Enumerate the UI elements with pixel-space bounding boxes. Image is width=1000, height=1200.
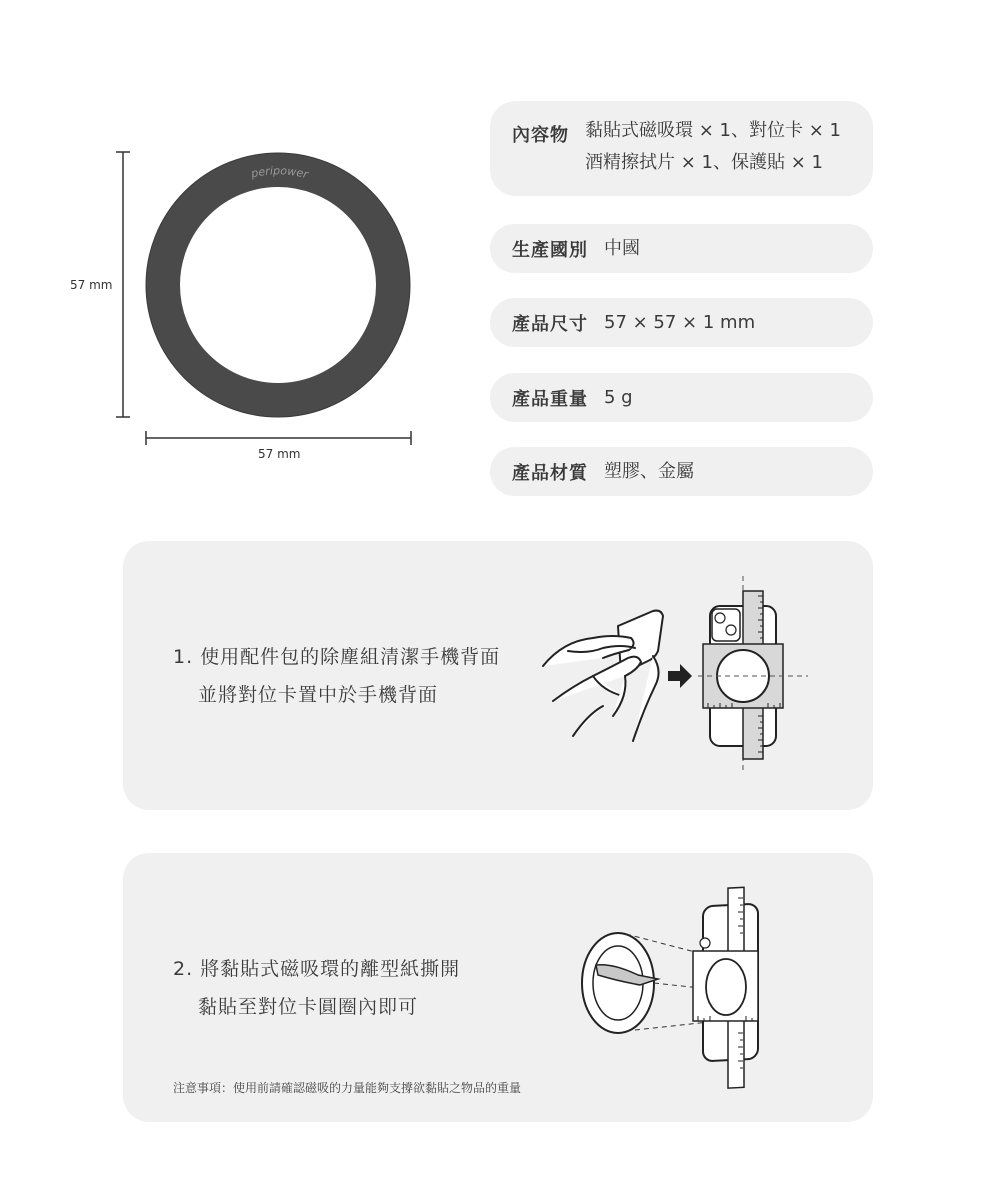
magnetic-ring [163, 170, 393, 400]
product-figure [60, 140, 440, 480]
spec-contents [490, 101, 873, 196]
arrow-right-icon [666, 662, 694, 690]
spec-label: 產品材質 [512, 462, 588, 484]
spec-dimensions [490, 298, 873, 347]
spec-value-line: 酒精擦拭片 × 1、保護貼 × 1 [585, 152, 823, 173]
spec-label: 產品尺寸 [512, 313, 588, 335]
ring-dimension-drawing [60, 140, 440, 480]
caution-note: 注意事項：使用前請確認磁吸的力量能夠支撐欲黏貼之物品的重量 [173, 1081, 522, 1095]
step-1-text [173, 638, 500, 714]
spec-label: 生產國別 [512, 239, 588, 261]
wiping-hand-illustration [533, 596, 683, 746]
step-line: 1. 使用配件包的除塵組清潔手機背面 [173, 646, 501, 668]
spec-value-line: 黏貼式磁吸環 × 1、對位卡 × 1 [585, 120, 841, 141]
step-line: 黏貼至對位卡圓圈內即可 [198, 996, 419, 1018]
step-line: 並將對位卡置中於手機背面 [198, 684, 439, 706]
spec-label: 內容物 [512, 125, 569, 146]
height-label: 57 mm [70, 278, 113, 292]
spec-weight [490, 373, 873, 422]
width-label: 57 mm [258, 447, 301, 461]
ring-application-illustration [578, 883, 778, 1093]
spec-value: 塑膠、金屬 [604, 460, 694, 482]
spec-origin [490, 224, 873, 273]
spec-value: 5 g [604, 386, 633, 408]
spec-label: 產品重量 [512, 388, 588, 410]
phone-alignment-card-illustration [698, 576, 808, 776]
spec-value: 57 × 57 × 1 mm [604, 311, 756, 333]
spec-value: 中國 [604, 237, 640, 259]
spec-value [585, 115, 841, 179]
spec-material [490, 447, 873, 496]
step-2-card [123, 853, 873, 1122]
step-2-text [173, 950, 460, 1026]
step-line: 2. 將黏貼式磁吸環的離型紙撕開 [173, 958, 461, 980]
step-1-card [123, 541, 873, 810]
ring-brand-text: peripower [249, 164, 310, 182]
